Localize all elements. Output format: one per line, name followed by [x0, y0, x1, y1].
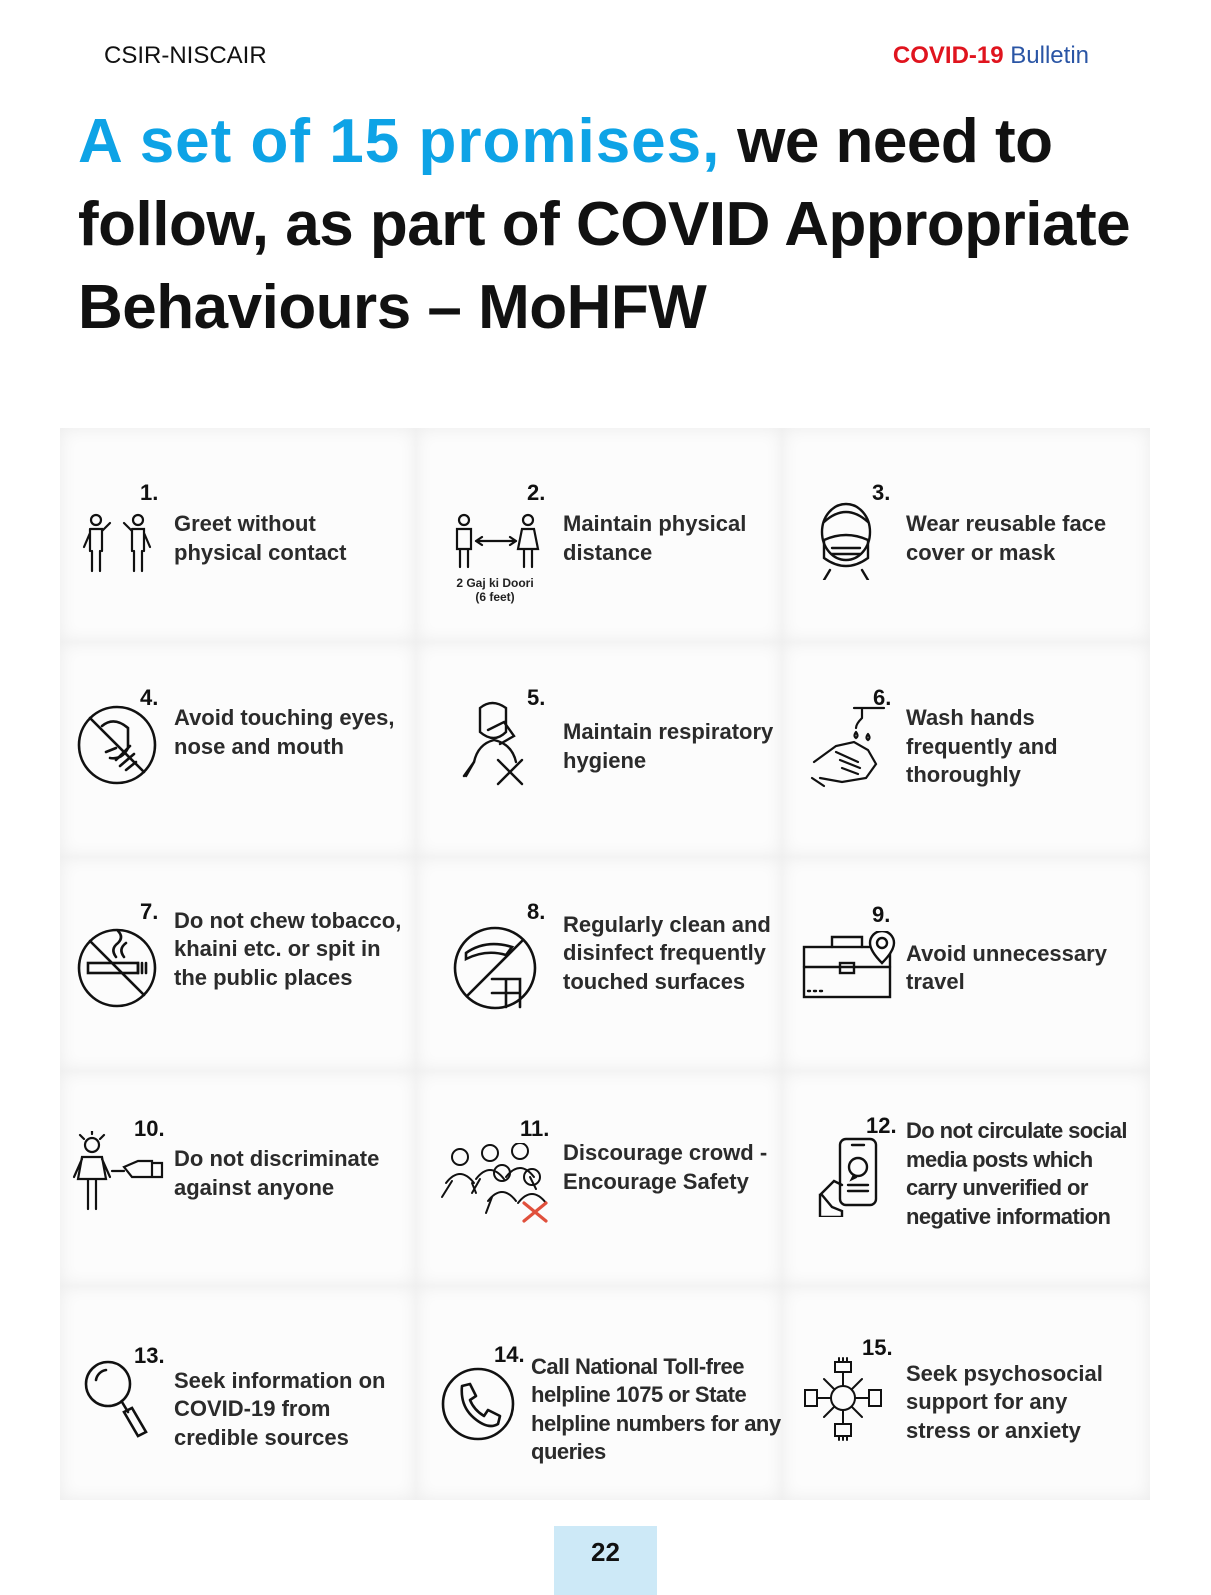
- promise-number: 6.: [873, 685, 892, 711]
- promise-card-10: [60, 1071, 416, 1285]
- face-mask-icon: [816, 500, 876, 580]
- promise-text: Maintain physical distance: [563, 511, 747, 565]
- two-people-greeting-icon: [80, 513, 156, 573]
- promise-text: Wear reusable face cover or mask: [906, 511, 1107, 565]
- promise-number: 7.: [140, 898, 159, 924]
- promise-card-4: [60, 642, 416, 856]
- promise-number: 14.: [494, 1341, 525, 1367]
- promise-number: 5.: [527, 685, 546, 711]
- promise-card-9: [782, 857, 1150, 1071]
- promise-number: 2.: [527, 480, 546, 505]
- promise-card-14: [416, 1286, 782, 1500]
- promise-card-15: [782, 1286, 1150, 1500]
- promise-text: Do not chew tobacco, khaini etc. or spit in the public places: [174, 907, 402, 990]
- phone-call-icon: [440, 1366, 516, 1442]
- hand-wash-icon: [810, 702, 894, 788]
- promise-text: Avoid unnecessary travel: [906, 940, 1107, 995]
- promise-text: Do not circulate social media posts which carry unverified or negative information: [906, 1118, 1127, 1229]
- promise-number: 12.: [866, 1113, 897, 1139]
- headline-rest: we need to follow, as part of COVID Appropriate Behaviours – MoHFW: [78, 107, 1131, 342]
- promise-number: 13.: [134, 1342, 165, 1368]
- bulletin-covid-label: COVID-19: [892, 42, 1004, 69]
- bulletin-label: Bulletin: [1010, 42, 1089, 69]
- promise-number: 1.: [140, 480, 159, 505]
- promise-card-8: [416, 857, 782, 1071]
- cough-cover-icon: [458, 700, 530, 788]
- promise-card-2: [416, 428, 782, 642]
- disinfect-surface-icon: [452, 925, 538, 1011]
- org-name: CSIR-NISCAIR: [104, 42, 267, 69]
- promise-text: Avoid touching eyes, nose and mouth: [174, 705, 395, 759]
- promise-card-1: [60, 428, 416, 642]
- page-number: 22: [554, 1526, 657, 1595]
- promise-text: Maintain respiratory hygiene: [563, 719, 774, 773]
- magnifier-icon: [82, 1358, 152, 1442]
- promise-text: Regularly clean and disinfect frequently touched surfaces: [563, 911, 771, 994]
- promise-number: 11.: [520, 1116, 550, 1142]
- bulletin-title: [893, 42, 1089, 70]
- promise-text: Greet without physical contact: [174, 511, 347, 565]
- promise-card-11: [416, 1071, 782, 1285]
- promise-number: 9.: [872, 901, 891, 927]
- promise-card-7: [60, 857, 416, 1071]
- promise-text: Do not discriminate against anyone: [174, 1146, 380, 1200]
- no-face-touch-icon: [76, 704, 158, 786]
- promise-text: Call National Toll-free helpline 1075 or State helpline numbers for any queries: [531, 1353, 781, 1465]
- no-discrimination-icon: [68, 1131, 168, 1215]
- helping-hands-icon: [800, 1354, 886, 1442]
- no-tobacco-icon: [76, 927, 158, 1009]
- promise-text: Seek psychosocial support for any stress or anxiety: [906, 1360, 1103, 1443]
- crowd-icon: [438, 1143, 556, 1217]
- promise-number: 4.: [140, 685, 159, 711]
- briefcase-location-icon: [800, 931, 902, 1001]
- distance-caption: 2 Gaj ki Doori (6 feet): [456, 576, 534, 604]
- promise-card-5: [416, 642, 782, 856]
- promise-number: 10.: [134, 1116, 165, 1142]
- distance-people-icon: [452, 513, 542, 569]
- promise-card-13: [60, 1286, 416, 1500]
- promise-text: Discourage crowd - Encourage Safety: [563, 1140, 768, 1194]
- promise-text: Wash hands frequently and thoroughly: [906, 705, 1058, 788]
- promises-grid: [60, 428, 1150, 1500]
- page-headline: [78, 100, 1158, 349]
- promise-number: 15.: [862, 1334, 893, 1360]
- promise-card-6: [782, 642, 1150, 856]
- promise-number: 3.: [872, 480, 891, 505]
- promise-text: Seek information on COVID-19 from credible sources: [174, 1367, 386, 1450]
- phone-social-media-icon: [818, 1135, 880, 1217]
- promise-number: 8.: [527, 898, 546, 924]
- headline-highlight: A set of 15 promises,: [78, 107, 721, 176]
- promise-card-3: [782, 428, 1150, 642]
- promise-card-12: [782, 1071, 1150, 1285]
